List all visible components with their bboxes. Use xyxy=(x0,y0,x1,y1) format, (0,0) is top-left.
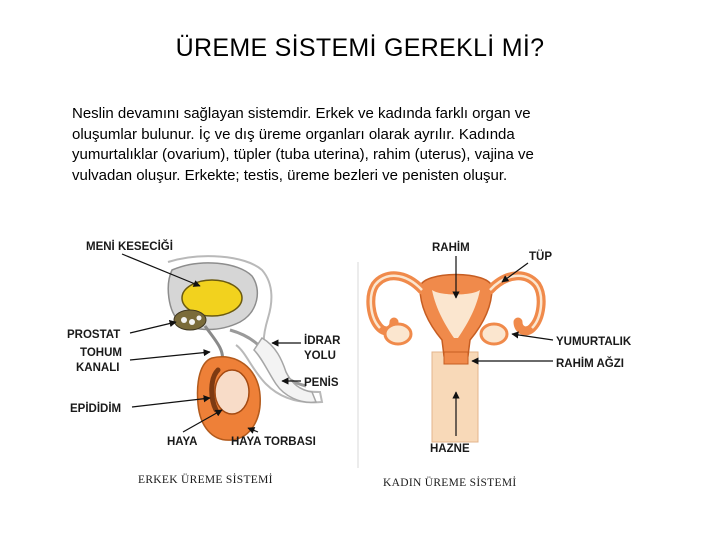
label-testis: HAYA xyxy=(167,436,198,448)
vagina-shape xyxy=(432,352,478,442)
cervix-shape xyxy=(444,352,468,364)
female-diagram xyxy=(371,241,632,489)
label-prostate: PROSTAT xyxy=(67,329,121,341)
prostate-shape xyxy=(174,310,206,330)
paragraph-line: Neslin devamını sağlayan sistemdir. Erkek ve kadında farklı organ ve xyxy=(72,105,531,122)
label-penis: PENİS xyxy=(304,377,339,389)
label-tube: TÜP xyxy=(529,251,552,263)
paragraph-line: yumurtalıklar (ovarium), tüpler (tuba uterina), rahim (uterus), vajina ve xyxy=(72,146,534,163)
page-title: ÜREME SİSTEMİ GEREKLİ Mİ? xyxy=(175,34,545,62)
right-ovary-shape xyxy=(481,324,507,344)
label-scrotum: HAYA TORBASI xyxy=(231,436,316,448)
testis-shape xyxy=(215,370,249,414)
penis-shape xyxy=(254,338,316,402)
paragraph-line: oluşumlar bulunur. İç ve dış üreme organları olarak ayrılır. Kadında xyxy=(72,125,515,143)
label-urethra-2: YOLU xyxy=(304,350,336,362)
label-cervix: RAHİM AĞZI xyxy=(556,358,624,370)
left-ovary-shape xyxy=(385,324,411,344)
label-seminal-vesicle: MENİ KESECİĞİ xyxy=(86,241,173,253)
label-epididymis: EPİDİDİM xyxy=(70,403,122,415)
label-ovary: YUMURTALIK xyxy=(556,336,632,348)
label-vas-deferens-1: TOHUM xyxy=(80,347,122,359)
label-vas-deferens-2: KANALI xyxy=(76,362,120,374)
caption-male: ERKEK ÜREME SİSTEMİ xyxy=(138,474,273,486)
label-uterus: RAHİM xyxy=(432,242,470,254)
paragraph-line: vulvadan oluşur. Erkekte; testis, üreme bezleri ve penisten oluşur. xyxy=(72,166,508,184)
label-urethra-1: İDRAR xyxy=(304,335,341,347)
label-vagina: HAZNE xyxy=(430,443,470,455)
caption-female: KADIN ÜREME SİSTEMİ xyxy=(383,477,517,489)
male-diagram xyxy=(67,240,341,486)
